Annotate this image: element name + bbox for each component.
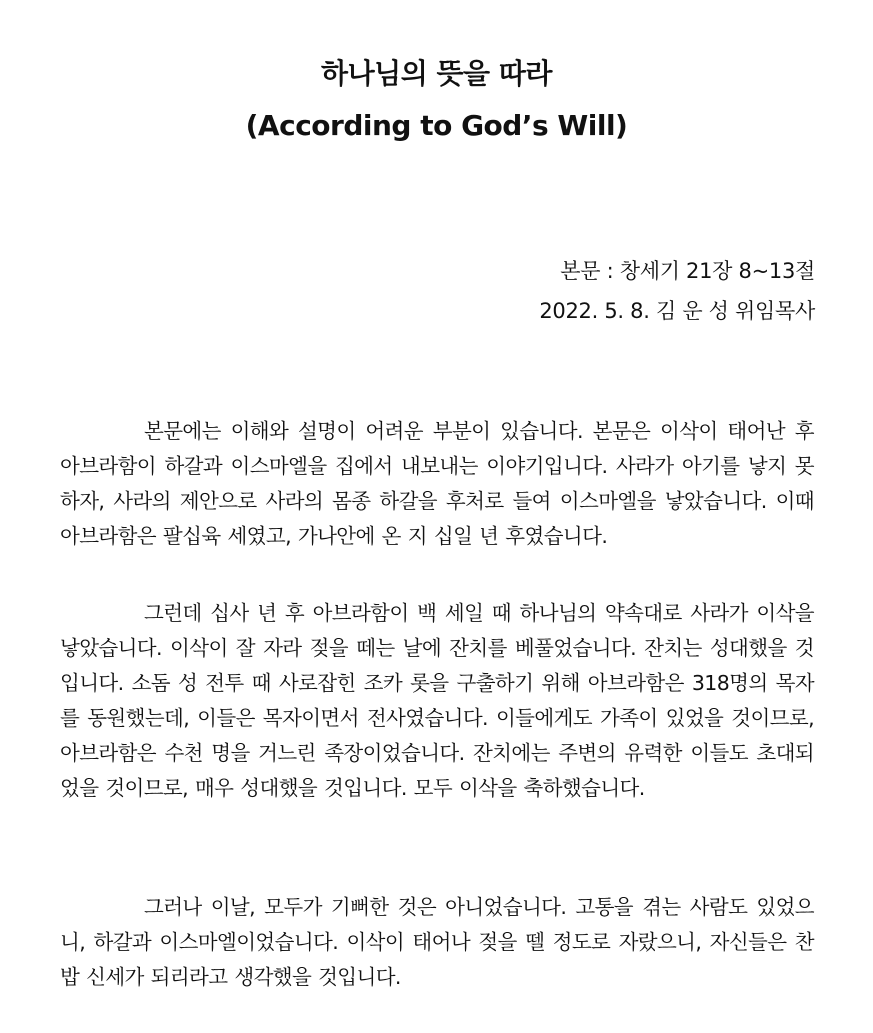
body-paragraph-1: 본문에는 이해와 설명이 어려운 부분이 있습니다. 본문은 이삭이 태어난 후 아브라함이 하갈과 이스마엘을 집에서 내보내는 이야기입니다. 사라가 아기를 낳지 못하자, 사라의 제안으로 사라의 몸종 하갈을 후처로 들여 이스마엘을 낳았습니다. 이때 아브라함은 팔십육 세였고, 가나안에 온 지 십일 년 후였습니다. [60,419,814,548]
body-paragraph-3: 그러나 이날, 모두가 기뻐한 것은 아니었습니다. 고통을 겪는 사람도 있었으니, 하갈과 이스마엘이었습니다. 이삭이 태어나 젖을 뗄 정도로 자랐으니, 자신들은 찬밥 신세가 되리라고 생각했을 것입니다. [60,895,814,989]
page-title: 하나님의 뜻을 따라 [321,57,552,90]
date-author-line: 2022. 5. 8. 김 운 성 위임목사 [539,299,815,323]
body-paragraph-2: 그런데 십사 년 후 아브라함이 백 세일 때 하나님의 약속대로 사라가 이삭을 낳았습니다. 이삭이 잘 자라 젖을 떼는 날에 잔치를 베풀었습니다. 잔치는 성대했을 것입니다. 소돔 성 전투 때 사로잡힌 조카 롯을 구출하기 위해 아브라함은 318명의 목자를 동원했는데, 이들은 목자이면서 전사였습니다. 이들에게도 가족이 있었을 것이므로, 아브라함은 수천 명을 거느린 족장이었습니다. 잔치에는 주변의 유력한 이들도 초대되었을 것이므로, 매우 성대했을 것입니다. 모두 이삭을 축하했습니다. [60,601,814,800]
scripture-reference: 본문 : 창세기 21장 8~13절 [560,259,815,283]
page-subtitle: (According to God’s Will) [245,109,628,142]
